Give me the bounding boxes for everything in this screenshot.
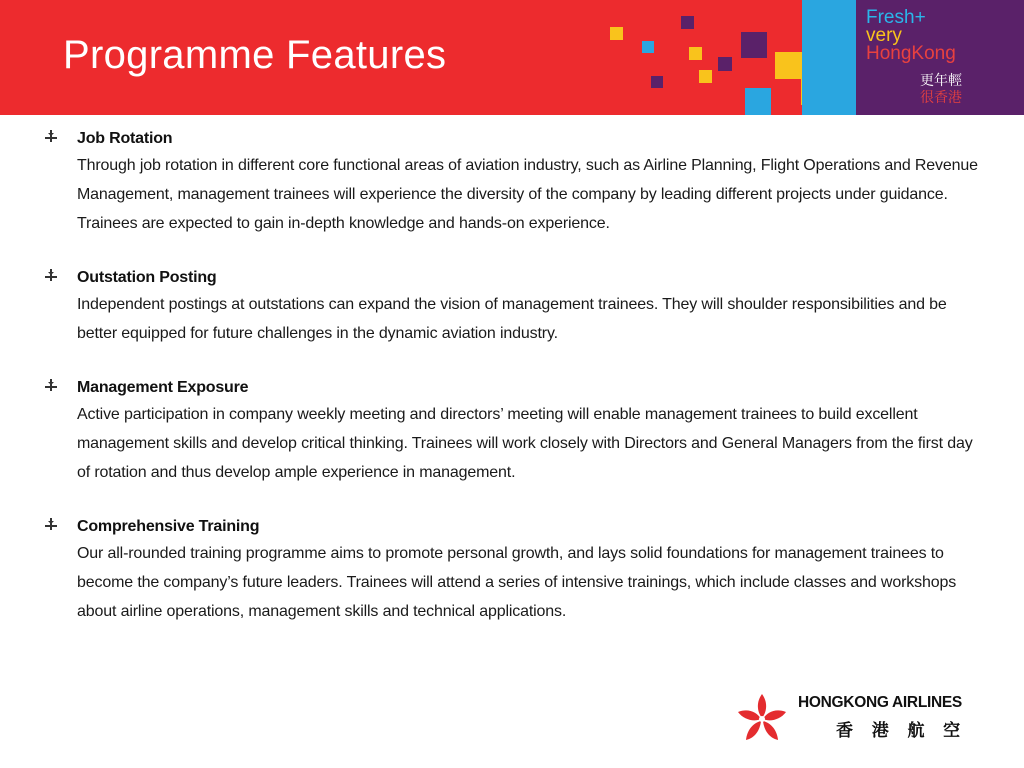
feature-item-management-exposure [44, 376, 984, 487]
feature-description: Independent postings at outstations can expand the vision of management trainees. They will shoulder responsibilities and be better equipped for future challenges in the dynamic aviation industry. [77, 296, 947, 342]
feature-description: Our all-rounded training programme aims to promote personal growth, and lays solid foundations for management trainees to become the company’s future leaders. Trainees will attend a series of intensive trainings, which include classes and workshops about airline operations, management skills and technical applications. [77, 545, 957, 620]
page-title: Programme Features [63, 33, 447, 77]
slogan-panel [856, 0, 1024, 115]
feature-title: Comprehensive Training [77, 518, 260, 535]
decorative-blue-block [802, 0, 856, 115]
feature-item-job-rotation [44, 127, 984, 238]
slogan [866, 9, 956, 63]
airline-name-chinese: 香 港 航 空 [836, 721, 968, 740]
feature-title: Job Rotation [77, 130, 173, 147]
plane-bullet-icon [44, 378, 58, 392]
feature-item-outstation-posting [44, 266, 984, 348]
slogan-cn-line-2: 很香港 [920, 89, 962, 105]
airline-name: HONGKONG AIRLINES [798, 694, 962, 711]
header-banner [0, 0, 1024, 115]
feature-description: Active participation in company weekly meeting and directors’ meeting will enable management trainees to build excellent management skills and develop critical thinking. Trainees will work closely with Directors and General Managers from the first day of rotation and thus develop ample experience in management. [77, 406, 973, 481]
bauhinia-flower-icon [734, 690, 790, 746]
feature-title: Management Exposure [77, 379, 249, 396]
slogan-cn-line-1: 更年輕 [920, 72, 962, 88]
slogan-line-3: HongKong [866, 43, 956, 64]
slogan-line-1: Fresh+ [866, 7, 926, 28]
slogan-line-2: very [866, 25, 902, 46]
feature-list [44, 127, 984, 654]
plane-bullet-icon [44, 129, 58, 143]
feature-item-comprehensive-training [44, 515, 984, 626]
feature-description: Through job rotation in different core functional areas of aviation industry, such as Airline Planning, Flight Operations and Revenue Management, management trainees will experience the diversity of the company by leading different projects under guidance. Trainees are expected to gain in-depth knowledge and hands-on experience. [77, 157, 978, 232]
plane-bullet-icon [44, 268, 58, 282]
plane-bullet-icon [44, 517, 58, 531]
hongkong-airlines-logo [734, 688, 994, 748]
slogan-chinese [920, 72, 962, 106]
feature-title: Outstation Posting [77, 269, 217, 286]
